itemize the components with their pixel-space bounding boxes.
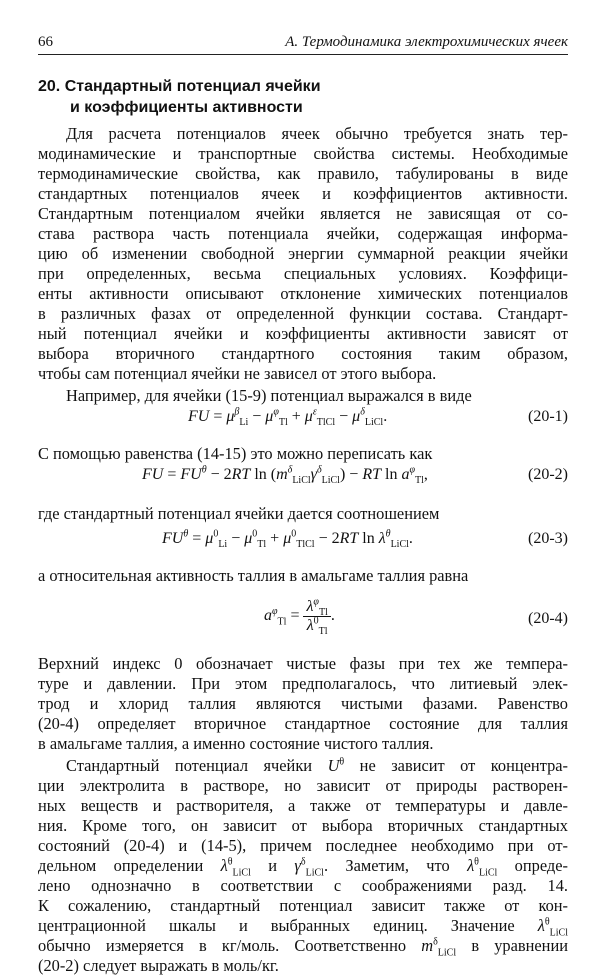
paragraph-thallium-activity (38, 566, 568, 586)
paragraph-standard-potential (38, 504, 568, 524)
text-line: стандартных потенциалов ячеек и коэффициентов активности. (38, 184, 568, 203)
text-line: (20-2) следует выражать в моль/кг. (38, 956, 279, 975)
text-line: ных веществ и растворителя, а также от температуры и давле- (38, 796, 568, 815)
running-header (38, 30, 568, 55)
text-line: модинамические и транспортные свойства системы. Необходимые (38, 144, 568, 163)
equation-20-2-formula: FU = $FU^\theta - 2RT$ $\ln (m^\delta_{LiCl}\gamma^\delta_{LiCl})$ − RT $\ln a^\varphi_{Tl}$, (142, 464, 428, 487)
text-line: термодинамические свойства, как правило, табулированы в виде (38, 164, 568, 183)
equation-20-4-formula: $a^\varphi_{Tl}$ = $\frac{\lambda^\varphi_{Tl}}{\lambda^0_{Tl}}$ . (264, 596, 335, 638)
text-line: (20-4) определяет вторичное стандартное состояние для таллия (38, 714, 568, 733)
section-heading-line1: 20. Стандартный потенциал ячейки (38, 78, 321, 95)
paragraph-superscript-note (38, 654, 568, 754)
equation-20-3-formula: $FU^\theta = \mu^0_{Li} - \mu^0_{Tl} + \mu^0_{TlCl} - 2RT$ $\ln \lambda^\theta_{LiCl}$. (162, 528, 413, 551)
text-line: ный потенциал ячейки и коэффициенты активности зависят от (38, 324, 568, 343)
text-line: где стандартный потенциал ячейки дается соотношением (38, 504, 440, 523)
text-line: при определенных, весьма специальных условиях. Коэффици- (38, 264, 568, 283)
fraction: $\frac{\lambda^\varphi_{Tl}}{\lambda^0_{Tl}}$ (303, 598, 330, 635)
paragraph-rewrite (38, 444, 568, 464)
text-line: Для расчета потенциалов ячеек обычно требуется знать тер- (66, 124, 568, 143)
paragraph-example (38, 386, 568, 406)
text-line: дельном определении $\lambda^\theta_{LiCl}$ и $\gamma^\delta_{LiCl}$. Заметим, что $\lambda^\theta_{LiCl}$ опреде- (38, 856, 568, 879)
equation-20-4 (38, 598, 568, 646)
equation-number: (20-2) (528, 466, 568, 483)
text-line: туре и давлении. При этом предполагалось, что литиевый элек- (38, 674, 568, 693)
equation-20-1 (38, 408, 568, 432)
text-line: в различных фазах от определенной функции состава. Стандарт- (38, 304, 568, 323)
text-line: центрационной шкалы и выбранных единиц. Значение $\lambda^\theta_{LiCl}$ (38, 916, 568, 939)
text-line: в амальгаме таллия, а именно состояние чистого таллия. (38, 734, 434, 753)
page-number: 66 (38, 34, 53, 50)
text-line: ния. Кроме того, он зависит от выбора вторичных стандартных (38, 816, 568, 835)
text-line: трод и хлорид таллия являются чистыми фазами. Равенство (38, 694, 568, 713)
text-line: цию об изменении свободной энергии суммарной реакции ячейки (38, 244, 568, 263)
section-heading-line2: и коэффициенты активности (70, 99, 303, 116)
text-line: лено однозначно в соответствии с соображениями разд. 14. (38, 876, 568, 895)
text-line: ции электролита в растворе, но зависит от природы растворен- (38, 776, 568, 795)
paragraph-standard-potential-dependence (38, 756, 568, 976)
text-line: К сожалению, стандартный потенциал зависит также от кон- (38, 896, 568, 915)
running-title: А. Термодинамика электрохимических ячеек (285, 34, 568, 50)
text-line: Стандартный потенциал ячейки $U^\theta$ не зависит от концентра- (66, 756, 568, 775)
paragraph-intro (38, 124, 568, 384)
text-line: С помощью равенства (14-15) это можно переписать как (38, 444, 433, 463)
text-line: чтобы сам потенциал ячейки не зависел от этого выбора. (38, 364, 437, 383)
equation-20-2 (38, 466, 568, 490)
text-line: става раствора часть потенциала ячейки, содержащая информа- (38, 224, 568, 243)
text-line: а относительная активность таллия в амальгаме таллия равна (38, 566, 469, 585)
text-line: состояний (20-4) и (14-5), причем последнее необходимо при от- (38, 836, 568, 855)
text-line: Стандартным потенциалом ячейки является не зависящая от со- (38, 204, 568, 223)
text-line: енты активности описывают отклонение химических потенциалов (38, 284, 568, 303)
equation-number: (20-4) (528, 610, 568, 627)
text-line: Верхний индекс 0 обозначает чистые фазы при тех же темпера- (38, 654, 568, 673)
equation-number: (20-1) (528, 408, 568, 425)
equation-20-3 (38, 530, 568, 554)
equation-number: (20-3) (528, 530, 568, 547)
section-heading (38, 76, 321, 118)
text-line: Например, для ячейки (15-9) потенциал выражался в виде (66, 386, 472, 405)
equation-20-1-formula: FU = $\mu^\beta_{Li} - \mu^\varphi_{Tl} + \mu^\varepsilon_{TlCl} - \mu^\delta_{LiCl}$. (188, 406, 388, 429)
text-line: выбора вторичного стандартного состояния таким образом, (38, 344, 568, 363)
text-line: обычно измеряется в кг/моль. Соответственно $m^\delta_{LiCl}$ в уравнении (38, 936, 569, 959)
